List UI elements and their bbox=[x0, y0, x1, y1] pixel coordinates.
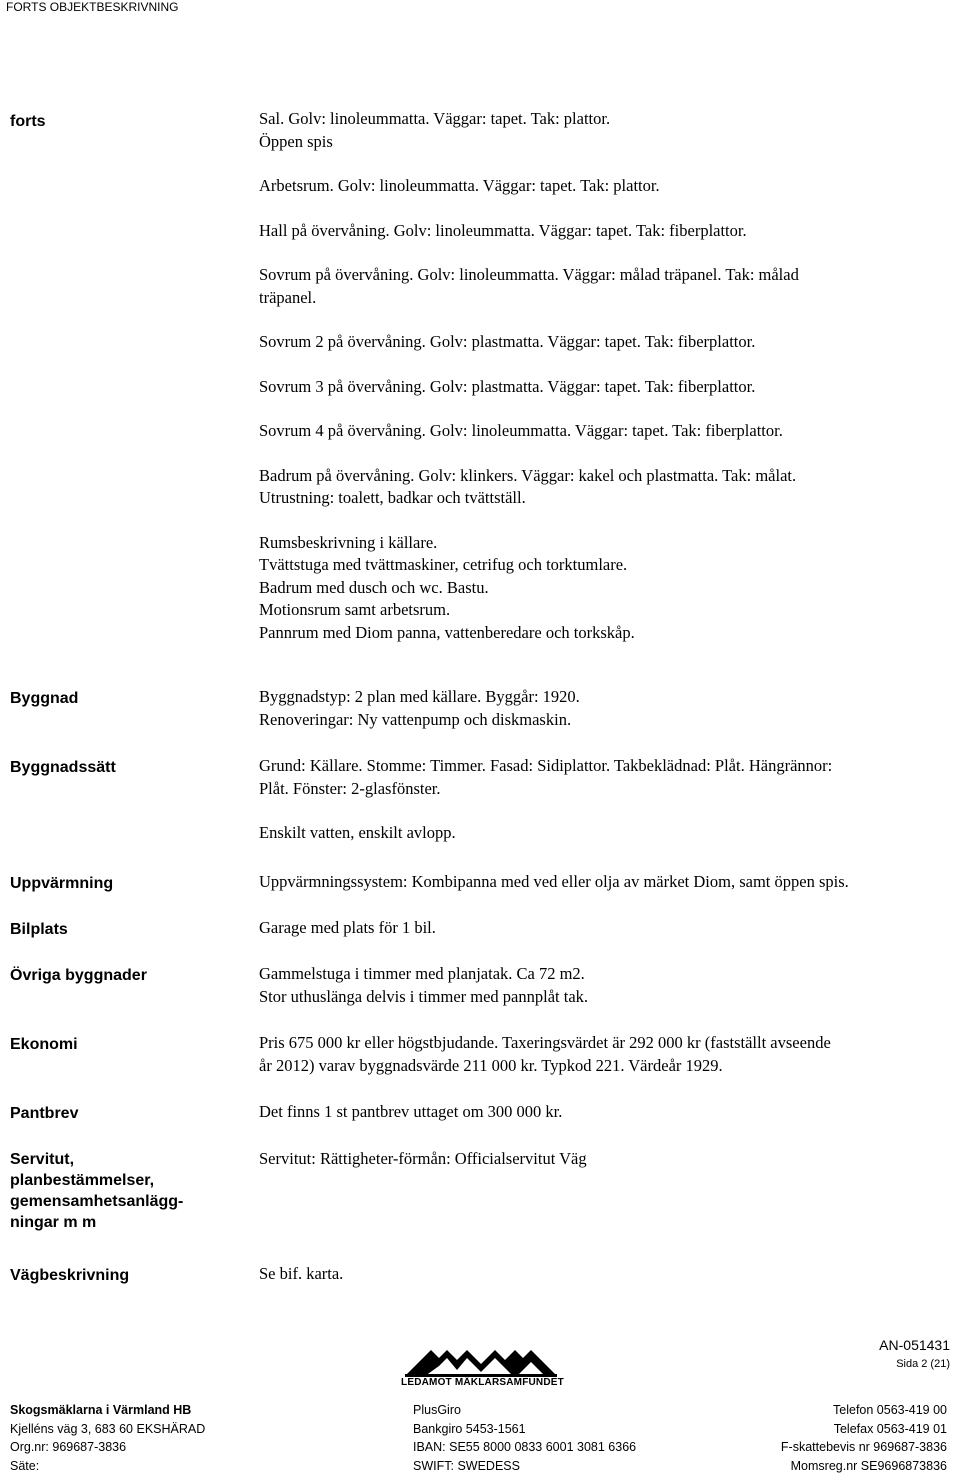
text-line: Utrustning: toalett, badkar och tvättställ. bbox=[259, 488, 526, 507]
swift: SWIFT: SWEDESS bbox=[413, 1458, 520, 1473]
document-header-title: FORTS OBJEKTBESKRIVNING bbox=[6, 0, 179, 14]
vat-number: Momsreg.nr SE9696873836 bbox=[790, 1458, 947, 1473]
text-line: Enskilt vatten, enskilt avlopp. bbox=[259, 823, 456, 842]
section-label-pantbrev: Pantbrev bbox=[10, 1105, 79, 1122]
section-text-ovriga-byggnader bbox=[259, 963, 949, 1008]
section-text-pantbrev bbox=[259, 1101, 949, 1124]
text-line: Det finns 1 st pantbrev uttaget om 300 000 kr. bbox=[259, 1102, 563, 1121]
section-label-servitut bbox=[10, 1149, 220, 1233]
plusgiro: PlusGiro bbox=[413, 1403, 461, 1417]
text-line: träpanel. bbox=[259, 287, 317, 307]
footer-contact-info bbox=[781, 1401, 947, 1475]
section-text-byggnad bbox=[259, 686, 949, 731]
section-label-uppvarmning: Uppvärmning bbox=[10, 875, 114, 892]
text-line: Rumsbeskrivning i källare. bbox=[259, 532, 438, 552]
maklarsamfundet-logo bbox=[395, 1340, 570, 1392]
page-number: Sida 2 (21) bbox=[896, 1358, 950, 1370]
section-text-uppvarmning bbox=[259, 871, 949, 894]
text-line: Renoveringar: Ny vattenpump och diskmaskin. bbox=[259, 709, 572, 729]
text-line: Se bif. karta. bbox=[259, 1264, 344, 1283]
text-line: Pannrum med Diom panna, vattenberedare och torkskåp. bbox=[259, 622, 635, 642]
section-text-byggnadssatt bbox=[259, 755, 949, 845]
company-name: Skogsmäklarna i Värmland HB bbox=[10, 1403, 192, 1417]
text-line: Badrum med dusch och wc. Bastu. bbox=[259, 577, 489, 597]
section-label-byggnad: Byggnad bbox=[10, 690, 79, 707]
section-text-bilplats bbox=[259, 917, 949, 940]
section-label-byggnadssatt: Byggnadssätt bbox=[10, 759, 116, 776]
text-line: Sovrum 3 på övervåning. Golv: plastmatta. Väggar: tapet. Tak: fiberplattor. bbox=[259, 376, 756, 396]
label-line: gemensamhetsanlägg- bbox=[10, 1193, 184, 1210]
section-label-vagbeskrivning: Vägbeskrivning bbox=[10, 1267, 130, 1284]
text-line: Hall på övervåning. Golv: linoleummatta. Väggar: tapet. Tak: fiberplattor. bbox=[259, 220, 747, 240]
section-text-servitut bbox=[259, 1148, 949, 1171]
company-address: Kjelléns väg 3, 683 60 EKSHÄRAD bbox=[10, 1421, 206, 1436]
text-line: Pris 675 000 kr eller högstbjudande. Taxeringsvärdet är 292 000 kr (fastställt avseende bbox=[259, 1033, 831, 1052]
text-line: Stor uthuslänga delvis i timmer med pannplåt tak. bbox=[259, 986, 589, 1006]
text-line: Sal. Golv: linoleummatta. Väggar: tapet. Tak: plattor. bbox=[259, 109, 611, 128]
text-line: Grund: Källare. Stomme: Timmer. Fasad: Sidiplattor. Takbeklädnad: Plåt. Hängrännor: bbox=[259, 756, 833, 775]
text-line: Arbetsrum. Golv: linoleummatta. Väggar: tapet. Tak: plattor. bbox=[259, 176, 660, 195]
section-text-vagbeskrivning bbox=[259, 1263, 949, 1286]
iban: IBAN: SE55 8000 0833 6001 3081 6366 bbox=[413, 1440, 637, 1454]
section-label-forts: forts bbox=[10, 113, 46, 130]
company-orgnr: Org.nr: 969687-3836 bbox=[10, 1440, 127, 1454]
text-line: Öppen spis bbox=[259, 131, 333, 151]
fax: Telefax 0563-419 01 bbox=[833, 1421, 947, 1436]
text-line: Garage med plats för 1 bil. bbox=[259, 918, 436, 937]
footer-company-info bbox=[10, 1401, 205, 1475]
text-line: Motionsrum samt arbetsrum. bbox=[259, 600, 451, 619]
text-line: Tvättstuga med tvättmaskiner, cetrifug och torktumlare. bbox=[259, 555, 628, 574]
text-line: Sovrum på övervåning. Golv: linoleummatta. Väggar: målad träpanel. Tak: målad bbox=[259, 265, 799, 284]
section-text-forts bbox=[259, 108, 949, 644]
section-label-ovriga-byggnader: Övriga byggnader bbox=[10, 967, 147, 984]
section-label-bilplats: Bilplats bbox=[10, 921, 68, 938]
section-label-ekonomi: Ekonomi bbox=[10, 1036, 78, 1053]
text-line: Uppvärmningssystem: Kombipanna med ved eller olja av märket Diom, samt öppen spis. bbox=[259, 872, 849, 891]
f-tax-certificate: F-skattebevis nr 969687-3836 bbox=[780, 1440, 947, 1454]
label-line: planbestämmelser, bbox=[10, 1172, 155, 1189]
text-line: Servitut: Rättigheter-förmån: Officialservitut Väg bbox=[259, 1149, 587, 1168]
text-line: Badrum på övervåning. Golv: klinkers. Väggar: kakel och plastmatta. Tak: målat. bbox=[259, 465, 797, 485]
text-line: Plåt. Fönster: 2-glasfönster. bbox=[259, 778, 441, 798]
bankgiro: Bankgiro 5453-1561 bbox=[413, 1421, 526, 1436]
label-line: Servitut, bbox=[10, 1151, 75, 1168]
text-line: Sovrum 4 på övervåning. Golv: linoleummatta. Väggar: tapet. Tak: fiberplattor. bbox=[259, 421, 783, 440]
text-line: Gammelstuga i timmer med planjatak. Ca 72 m2. bbox=[259, 964, 585, 983]
text-line: Sovrum 2 på övervåning. Golv: plastmatta. Väggar: tapet. Tak: fiberplattor. bbox=[259, 332, 756, 351]
text-line: år 2012) varav byggnadsvärde 211 000 kr. Typkod 221. Värdeår 1929. bbox=[259, 1055, 723, 1075]
footer-bank-info bbox=[413, 1401, 636, 1475]
object-id: AN-051431 bbox=[879, 1337, 950, 1353]
company-seat: Säte: bbox=[10, 1458, 40, 1473]
logo-text: LEDAMOT MÄKLARSAMFUNDET bbox=[401, 1377, 564, 1388]
label-line: ningar m m bbox=[10, 1214, 97, 1231]
phone: Telefon 0563-419 00 bbox=[833, 1403, 947, 1417]
text-line: Byggnadstyp: 2 plan med källare. Byggår: 1920. bbox=[259, 687, 580, 706]
section-text-ekonomi bbox=[259, 1032, 949, 1077]
